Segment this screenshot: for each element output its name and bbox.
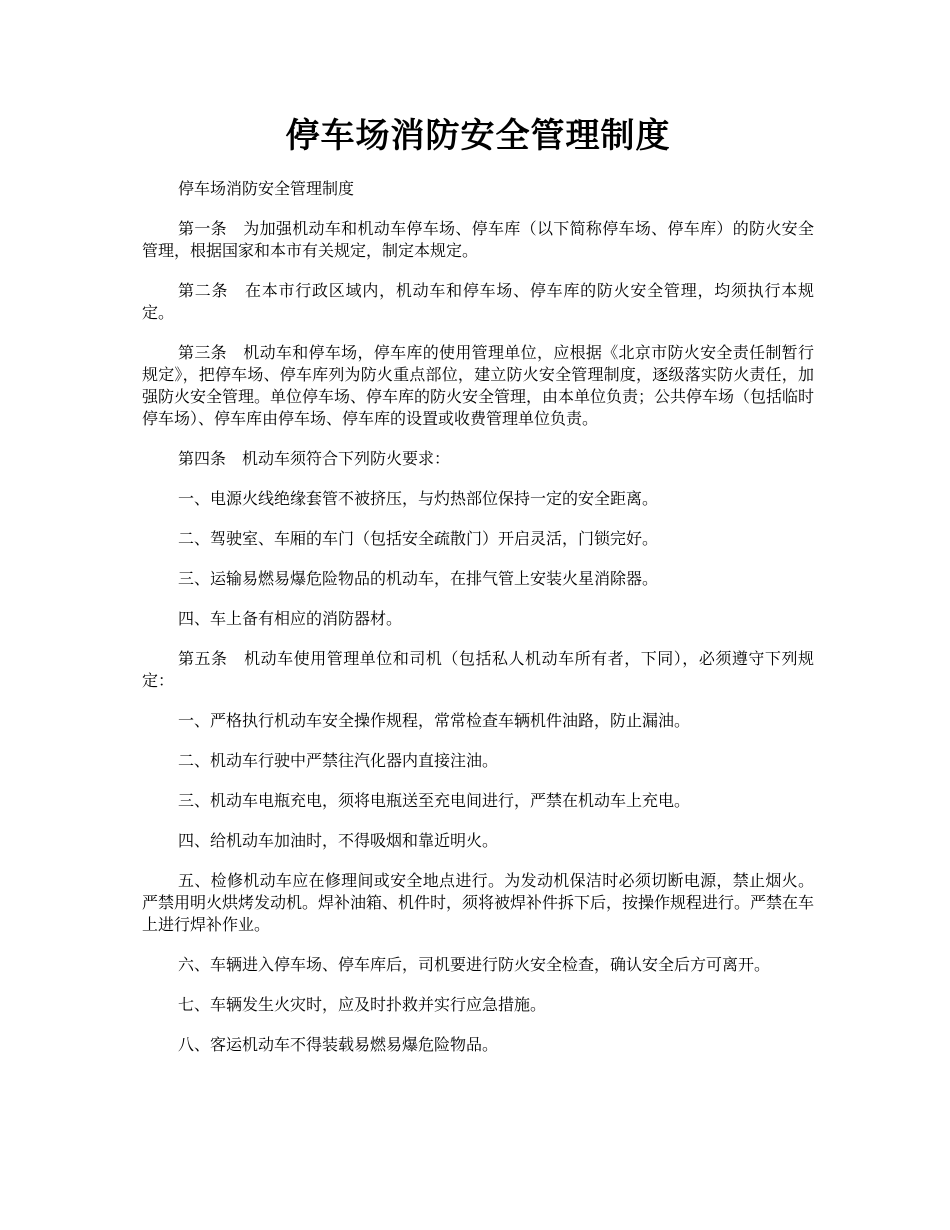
paragraph: 八、客运机动车不得装载易燃易爆危险物品。 [178, 1035, 499, 1054]
paragraph: 第五条 机动车使用管理单位和司机（包括私人机动车所有者，下同），必须遵守下列规定： [142, 649, 814, 690]
paragraph: 第二条 在本市行政区域内，机动车和停车场、停车库的防火安全管理，均须执行本规定。 [142, 281, 814, 322]
paragraph: 第三条 机动车和停车场，停车库的使用管理单位，应根据《北京市防火安全责任制暂行规定》，把停车场、停车库列为防火重点部位，建立防火安全管理制度，逐级落实防火责任，加强防火安全管理。单位停车场、停车库的防火安全管理，由本单位负责；公共停车场（包括临时停车场）、停车库由停车场、停车库的设置或收费管理单位负责。 [142, 343, 815, 428]
document-body [142, 178, 814, 1074]
paragraph: 四、给机动车加油时，不得吸烟和靠近明火。 [178, 831, 499, 850]
paragraph: 六、车辆进入停车场、停车库后，司机要进行防火安全检查，确认安全后方可离开。 [178, 955, 771, 974]
paragraph: 三、运输易燃易爆危险物品的机动车，在排气管上安装火星消除器。 [178, 569, 659, 588]
paragraph: 一、电源火线绝缘套管不被挤压，与灼热部位保持一定的安全距离。 [178, 489, 659, 508]
paragraph: 七、车辆发生火灾时，应及时扑救并实行应急措施。 [178, 995, 547, 1014]
paragraph: 三、机动车电瓶充电，须将电瓶送至充电间进行，严禁在机动车上充电。 [178, 791, 691, 810]
paragraph: 停车场消防安全管理制度 [178, 179, 355, 198]
paragraph: 五、检修机动车应在修理间或安全地点进行。为发动机保洁时必须切断电源，禁止烟火。严禁用明火烘烤发动机。焊补油箱、机件时，须将被焊补件拆下后，按操作规程进行。严禁在车上进行焊补作业。 [142, 871, 815, 934]
paragraph: 二、机动车行驶中严禁往汽化器内直接注油。 [178, 751, 499, 770]
paragraph: 第四条 机动车须符合下列防火要求： [178, 449, 451, 468]
paragraph: 二、驾驶室、车厢的车门（包括安全疏散门）开启灵活，门锁完好。 [178, 529, 659, 548]
paragraph: 第一条 为加强机动车和机动车停车场、停车库（以下简称停车场、停车库）的防火安全管理，根据国家和本市有关规定，制定本规定。 [142, 219, 814, 260]
paragraph: 一、严格执行机动车安全操作规程，常常检查车辆机件油路，防止漏油。 [178, 711, 691, 730]
document-title: 停车场消防安全管理制度 [285, 116, 671, 156]
paragraph: 四、车上备有相应的消防器材。 [178, 609, 403, 628]
